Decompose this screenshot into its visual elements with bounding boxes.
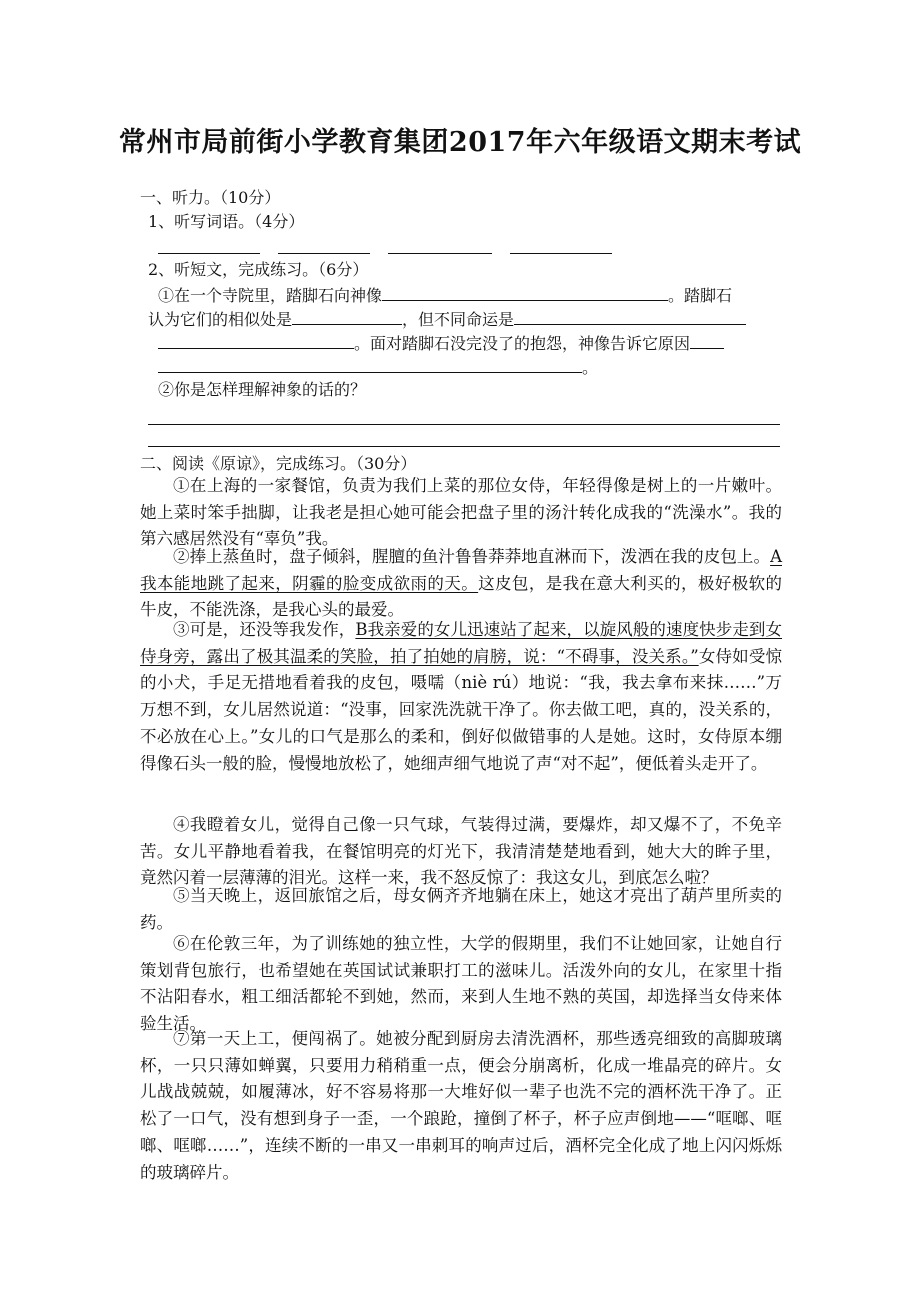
dictation-blank-4[interactable] <box>510 253 612 254</box>
question-text: ①在一个寺院里，踏脚石向神像 <box>158 286 383 305</box>
reading-paragraph-7: ⑦第一天上工，便闯祸了。她被分配到厨房去清洗酒杯，那些透亮细致的高脚玻璃杯，一只只薄如蝉翼，只要用力稍稍重一点，便会分崩离析，化成一堆晶亮的碎片。女儿战战兢兢，如履薄冰，好不容易将那一大堆好似一辈子也洗不完的酒杯洗干净了。正松了一口气，没有想到身子一歪，一个踉跄，撞倒了杯子，杯子应声倒地——“哐啷、哐啷、哐啷……”，连续不断的一串又一串刺耳的响声过后，酒杯完全化成了地上闪闪烁烁的玻璃碎片。 <box>140 1029 782 1182</box>
answer-blank[interactable] <box>292 308 402 325</box>
reading-paragraph-5: ⑤当天晚上，返回旅馆之后，母女俩齐齐地躺在床上，她这才亮出了葫芦里所卖的药。 <box>140 886 782 932</box>
answer-blank[interactable] <box>158 332 354 349</box>
question-text: 。 <box>582 358 599 377</box>
paragraph-text: ②捧上蒸鱼时，盘子倾斜，腥膻的鱼汁鲁鲁莽莽地直淋而下，泼洒在我的皮包上。 <box>173 547 771 566</box>
question-2-2: ②你是怎样理解神象的话的？ <box>158 380 367 399</box>
exam-title: 常州市局前街小学教育集团2017年六年级语文期末考试 <box>118 127 802 158</box>
question-2-1-line-4 <box>158 356 598 378</box>
answer-blank[interactable] <box>158 356 582 373</box>
paragraph-text: 这皮包，是我在意大利买的，极好极软的牛皮，不能洗涤，是我心头的最爱。 <box>140 573 783 620</box>
reading-paragraph-4: ④我瞪着女儿，觉得自己像一只气球，气装得过满，要爆炸，却又爆不了，不免辛苦。女儿平静地看着我，在餐馆明亮的灯光下，我清清楚楚地看到，她大大的眸子里，竟然闪着一层薄薄的泪光。这样一来，我不怒反惊了：我这女儿，到底怎么啦？ <box>140 815 782 888</box>
question-2-1-line-3 <box>158 332 724 354</box>
underlined-sentence-a: A我本能地跳了起来，阴霾的脸变成欲雨的天。 <box>140 547 782 593</box>
question-text: 。面对踏脚石没完没了的抱怨，神像告诉它原因 <box>354 334 691 353</box>
question-listen-passage: 2、听短文，完成练习。（6分） <box>148 260 369 279</box>
reading-paragraph-3 <box>140 617 782 777</box>
answer-line-1[interactable] <box>148 424 780 425</box>
question-text: ，但不同命运是 <box>402 310 515 329</box>
paragraph-text: 女侍如受惊的小犬，手足无措地看着我的皮包，嗫嚅（niè rú）地说：“我，我去拿布来抹……”万万想不到，女儿居然说道：“没事，回家洗洗就干净了。你去做工吧，真的，没关系的，不必放在心上。”女儿的口气是那么的柔和，倒好似做错事的人是她。这时，女侍原本绷得像石头一般的脸，慢慢地放松了，她细声细气地说了声“对不起”，便低着头走开了。 <box>140 646 783 773</box>
answer-line-2[interactable] <box>148 446 780 447</box>
reading-paragraph-6: ⑥在伦敦三年，为了训练她的独立性，大学的假期里，我们不让她回家，让她自行策划背包旅行，也希望她在英国试试兼职打工的滋味儿。活泼外向的女儿，在家里十指不沾阳春水，粗工细活都轮不到她，然而，来到人生地不熟的英国，却选择当女侍来体验生活。 <box>140 934 782 1034</box>
answer-blank[interactable] <box>514 308 746 325</box>
dictation-blank-1[interactable] <box>158 253 260 254</box>
reading-paragraph-2 <box>140 544 782 624</box>
underlined-sentence-b: B我亲爱的女儿迅速站了起来，以旋风般的速度快步走到女侍身旁，露出了极其温柔的笑脸，拍了拍她的肩膀，说：“不碍事，没关系。” <box>140 620 782 666</box>
answer-blank[interactable] <box>382 284 668 301</box>
answer-blank[interactable] <box>690 332 724 349</box>
question-2-1-line-1 <box>158 284 732 306</box>
question-text: 。踏脚石 <box>668 286 733 305</box>
section-reading-heading: 二、阅读《原谅》，完成练习。（30分） <box>140 454 417 473</box>
question-2-1-line-2 <box>148 308 746 330</box>
question-dictation: 1、听写词语。（4分） <box>148 212 305 231</box>
paragraph-text: ③可是，还没等我发作， <box>173 620 356 639</box>
dictation-blank-3[interactable] <box>388 253 492 254</box>
dictation-blank-2[interactable] <box>278 253 370 254</box>
section-listening-heading: 一、听力。（10分） <box>140 188 281 207</box>
reading-paragraph-1: ①在上海的一家餐馆，负责为我们上菜的那位女侍，年轻得像是树上的一片嫩叶。她上菜时笨手拙脚，让我老是担心她可能会把盘子里的汤汁转化成我的“洗澡水”。我的第六感居然没有“辜负”我。 <box>140 476 782 549</box>
question-text: 认为它们的相似处是 <box>148 310 293 329</box>
